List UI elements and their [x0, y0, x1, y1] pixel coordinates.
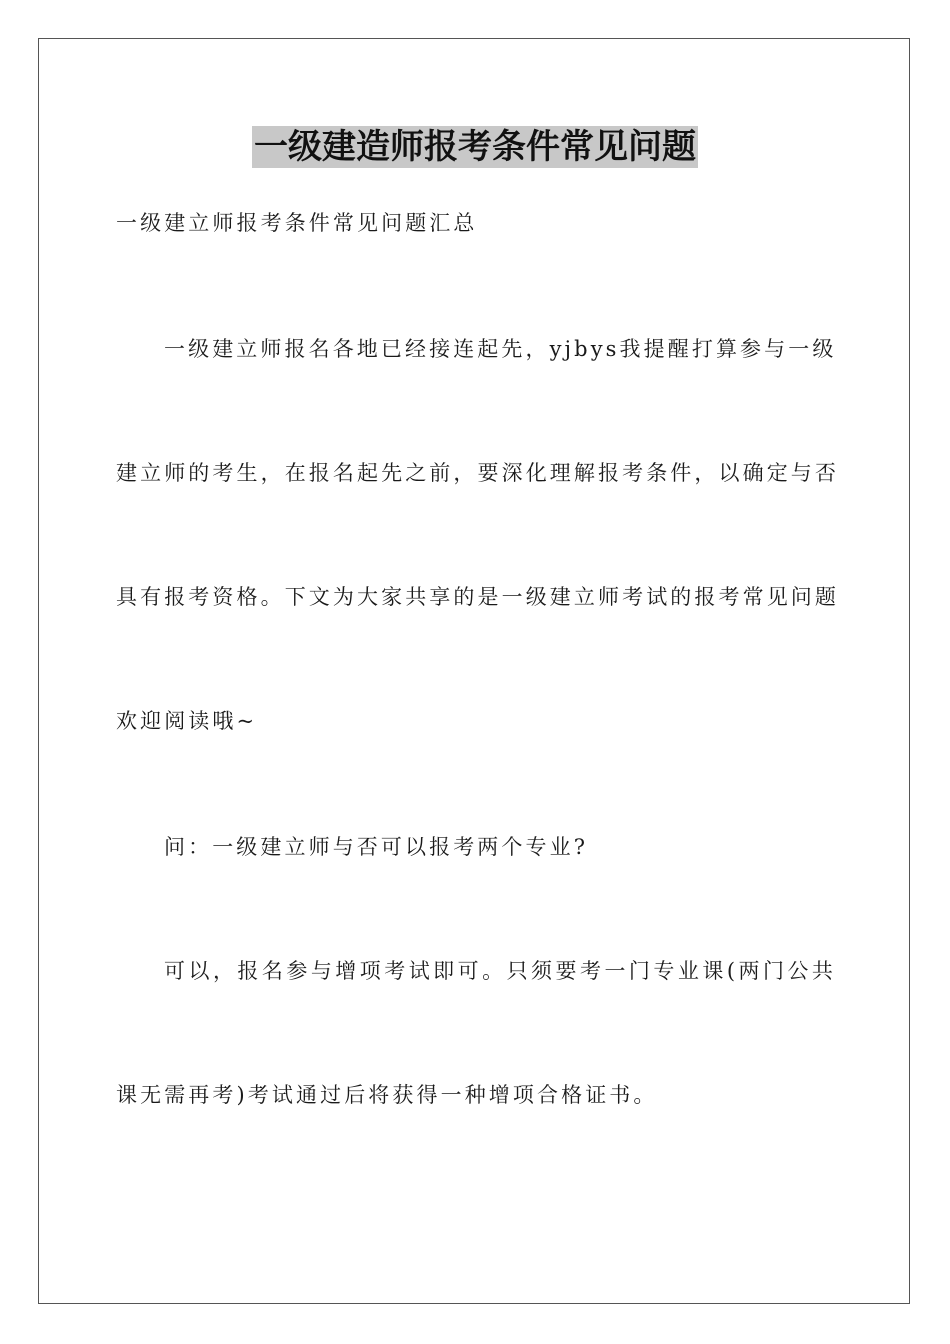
question-line: 问：一级建立师与否可以报考两个专业?	[164, 835, 589, 859]
paragraph-line: 建立师的考生，在报名起先之前，要深化理解报考条件，以确定与否	[116, 461, 839, 485]
title-block	[0, 126, 950, 168]
answer-line: 可以，报名参与增项考试即可。只须要考一门专业课(两门公共	[164, 959, 836, 983]
answer-line: 课无需再考)考试通过后将获得一种增项合格证书。	[116, 1083, 658, 1107]
paragraph-line: 具有报考资格。下文为大家共享的是一级建立师考试的报考常见问题	[116, 585, 839, 609]
paragraph-line: 欢迎阅读哦~	[116, 709, 258, 733]
document-subtitle: 一级建立师报考条件常见问题汇总	[116, 211, 478, 235]
paragraph-line: 一级建立师报名各地已经接连起先，yjbys我提醒打算参与一级	[164, 337, 837, 361]
document-title: 一级建造师报考条件常见问题	[254, 127, 696, 167]
